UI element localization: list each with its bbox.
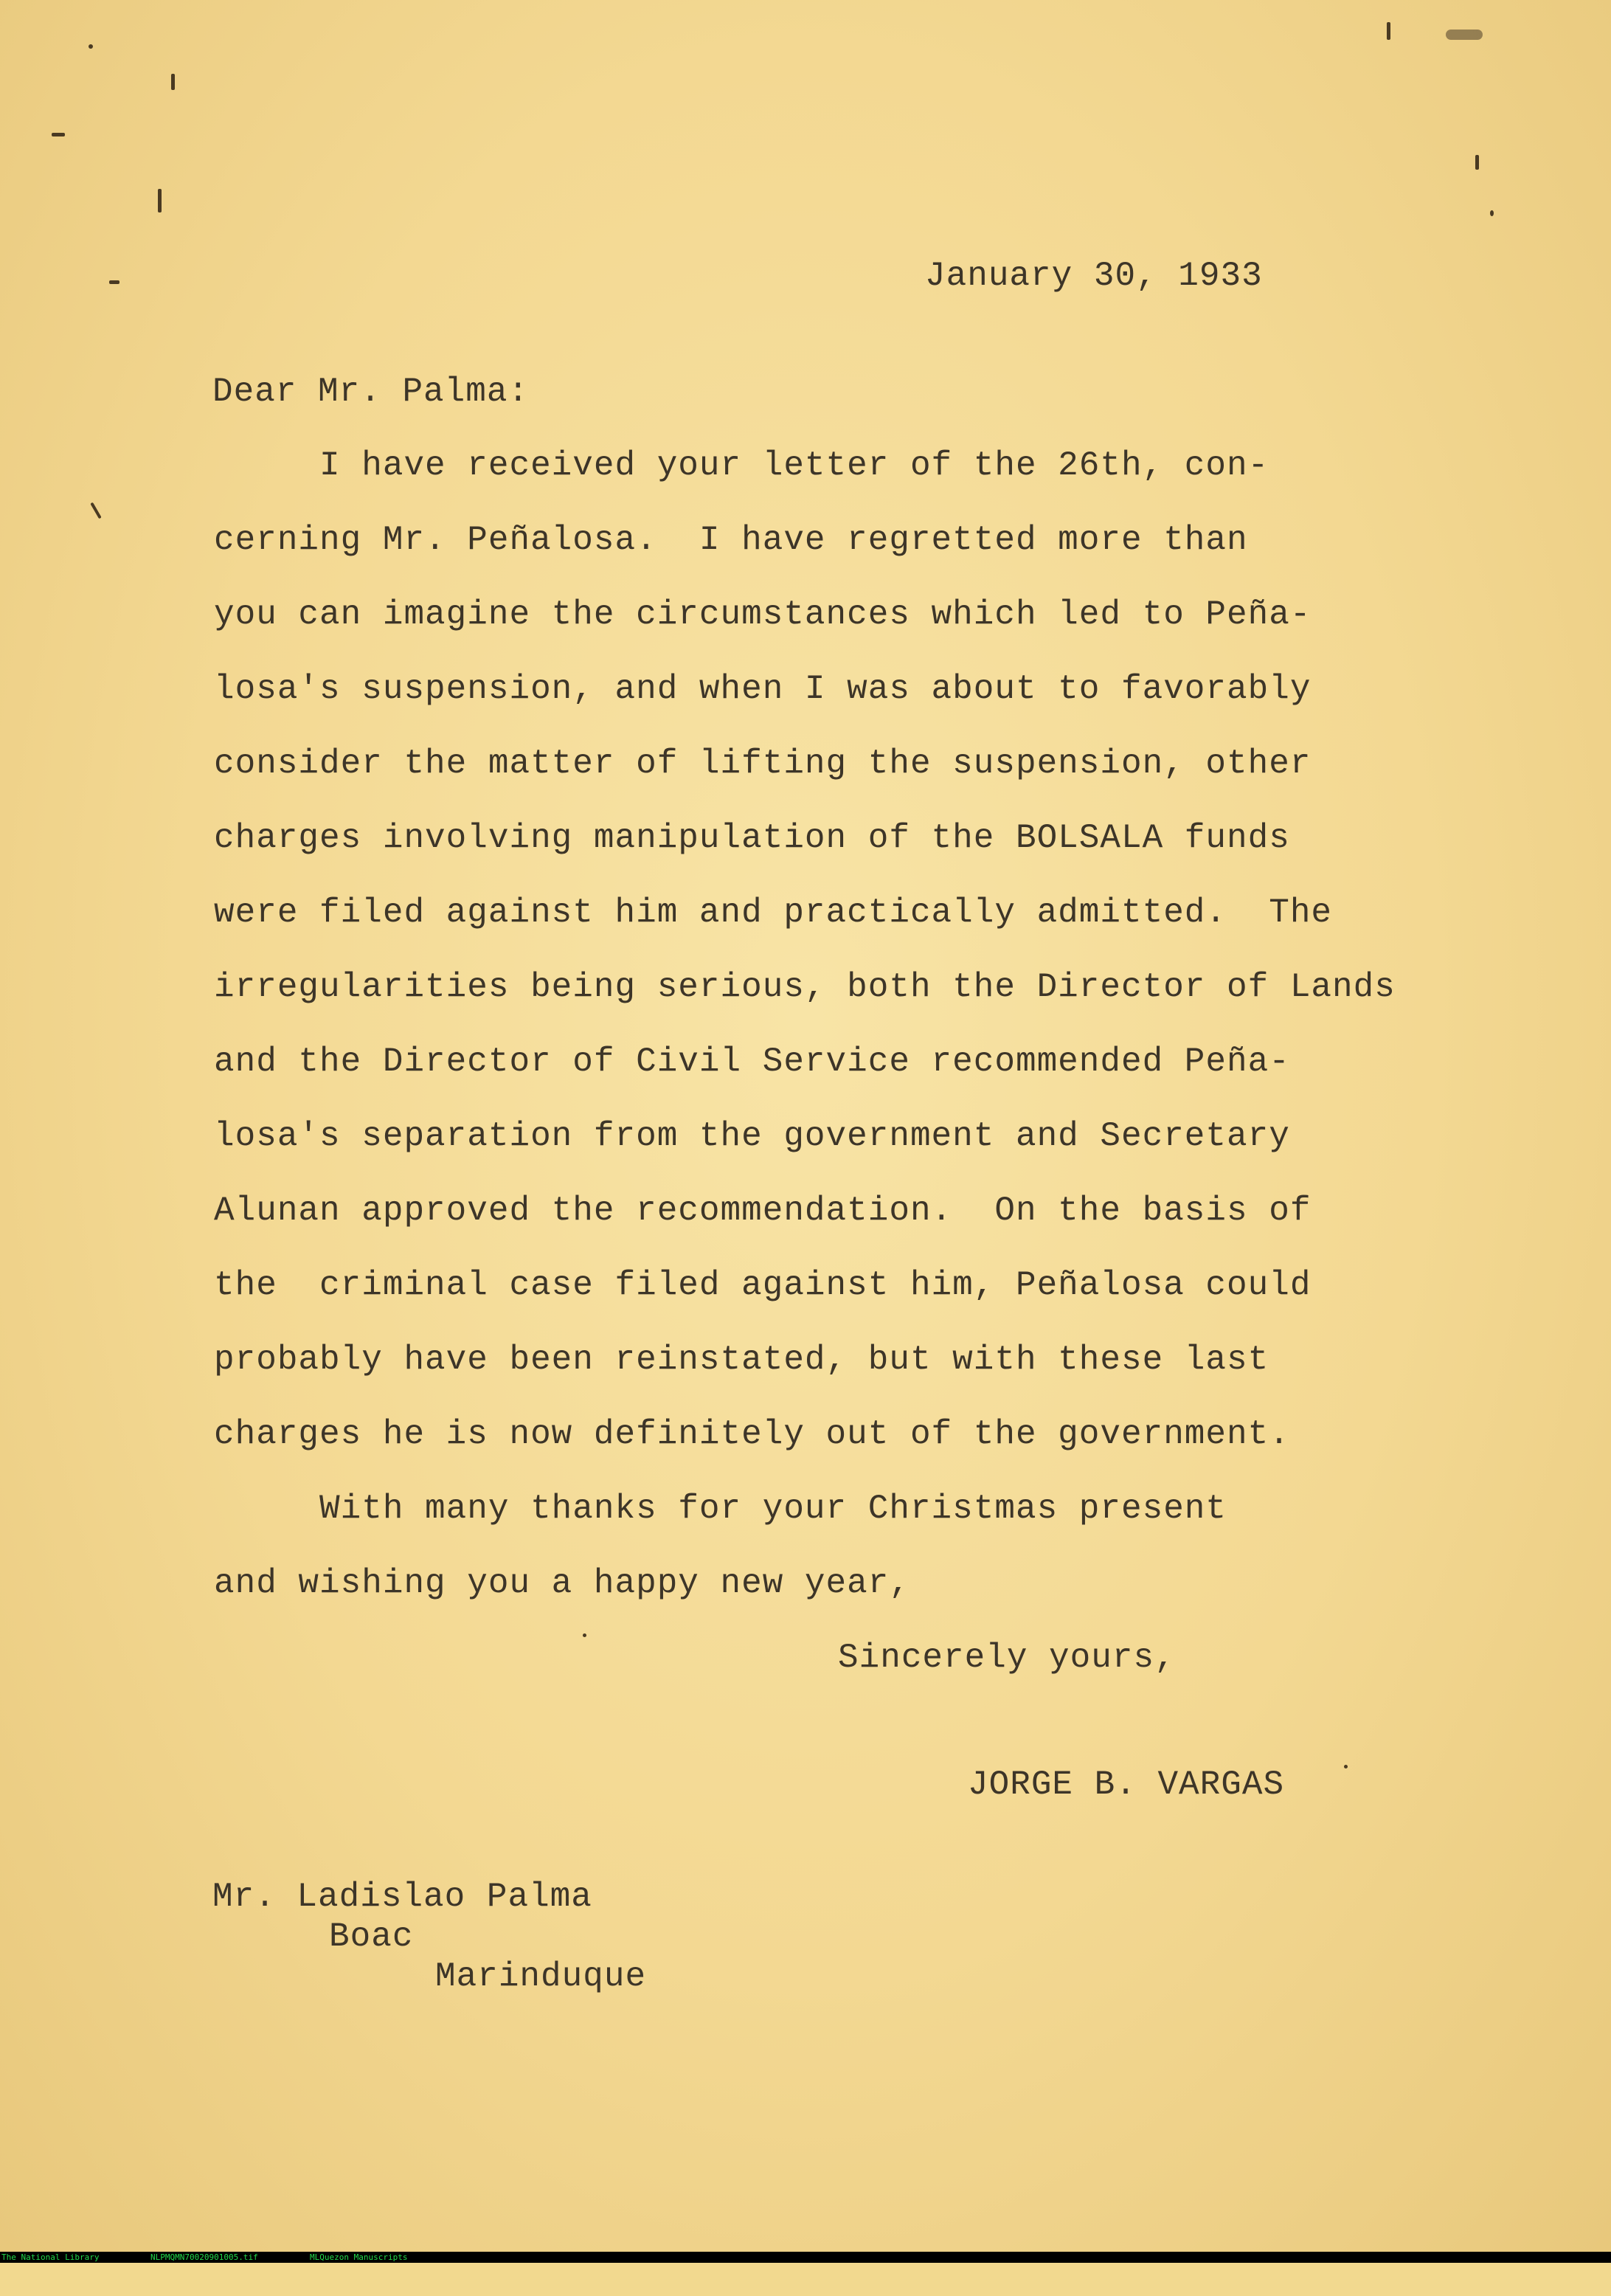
body-line: With many thanks for your Christmas present (214, 1490, 1227, 1528)
body-line: charges he is now definitely out of the government. (214, 1415, 1290, 1453)
ink-speck (171, 74, 175, 90)
letter-date: January 30, 1933 (925, 257, 1263, 295)
ink-speck (1446, 30, 1483, 40)
addressee-town: Boac (329, 1918, 414, 1956)
body-line: charges involving manipulation of the BOLSALA funds (214, 819, 1290, 857)
body-line: the criminal case filed against him, Peñalosa could (214, 1266, 1312, 1304)
body-line: and the Director of Civil Service recommended Peña- (214, 1042, 1290, 1081)
footer-file-id: NLPMQMN70020901005.tif (150, 2252, 258, 2262)
body-line: and wishing you a happy new year, (214, 1564, 910, 1602)
body-line: cerning Mr. Peñalosa. I have regretted more than (214, 521, 1248, 559)
body-line: probably have been reinstated, but with these last (214, 1341, 1269, 1379)
body-line: Alunan approved the recommendation. On the basis of (214, 1192, 1312, 1230)
signatory-name: JORGE B. VARGAS (968, 1766, 1285, 1804)
body-line: losa's separation from the government and Secretary (214, 1117, 1290, 1155)
ink-speck (583, 1633, 586, 1637)
ink-speck (1344, 1765, 1348, 1768)
body-line: consider the matter of lifting the suspension, other (214, 744, 1312, 783)
ink-speck (1475, 155, 1479, 170)
ink-speck (90, 502, 101, 519)
body-line: were filed against him and practically admitted. The (214, 893, 1333, 932)
body-line: losa's suspension, and when I was about to favorably (214, 670, 1312, 708)
ink-speck (109, 280, 119, 284)
ink-speck (1490, 210, 1494, 216)
addressee-province: Marinduque (435, 1957, 647, 1996)
addressee-name: Mr. Ladislao Palma (212, 1878, 592, 1916)
footer-library: The National Library (1, 2252, 100, 2262)
archive-footer (0, 2252, 1611, 2263)
complimentary-close: Sincerely yours, (838, 1639, 1176, 1677)
ink-speck (158, 189, 162, 212)
ink-speck (1387, 22, 1390, 40)
footer-collection: MLQuezon Manuscripts (310, 2252, 408, 2262)
body-line: irregularities being serious, both the Director of Lands (214, 968, 1396, 1006)
ink-speck (52, 133, 65, 136)
body-line: you can imagine the circumstances which led to Peña- (214, 595, 1312, 634)
salutation: Dear Mr. Palma: (212, 373, 530, 411)
ink-speck (89, 44, 93, 49)
body-line: I have received your letter of the 26th, con- (214, 446, 1269, 485)
